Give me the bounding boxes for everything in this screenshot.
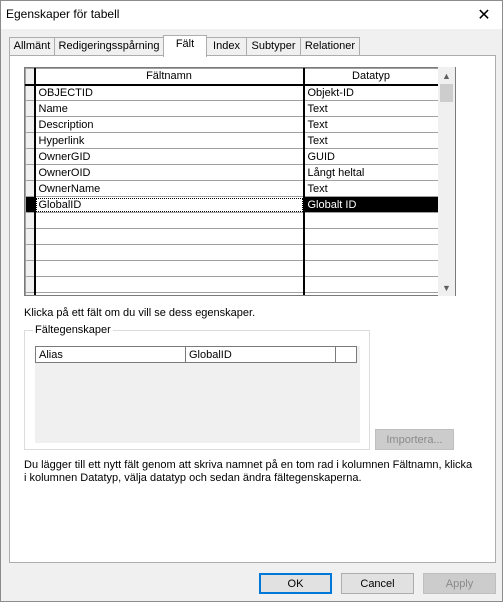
fields-vertical-scrollbar[interactable]	[438, 67, 455, 296]
table-row[interactable]	[26, 85, 439, 101]
table-row[interactable]	[26, 165, 439, 181]
tab-index[interactable]: Index	[206, 37, 247, 56]
field-name-cell[interactable]: OwnerGID	[35, 149, 304, 165]
fields-table	[25, 68, 440, 296]
row-selector[interactable]	[26, 277, 35, 293]
field-properties-table	[35, 346, 357, 363]
empty-row[interactable]	[26, 229, 439, 245]
row-selector[interactable]	[26, 213, 35, 229]
row-selector[interactable]	[26, 245, 35, 261]
table-row[interactable]	[26, 101, 439, 117]
row-selector[interactable]	[26, 101, 35, 117]
field-name-cell[interactable]	[35, 261, 304, 277]
tab-panel-falt	[9, 55, 496, 563]
field-type-cell[interactable]: GUID	[304, 149, 439, 165]
column-header-faltnamn[interactable]: Fältnamn	[35, 69, 304, 85]
field-name-cell[interactable]	[35, 229, 304, 245]
empty-row[interactable]	[26, 213, 439, 229]
row-selector[interactable]	[26, 117, 35, 133]
empty-row[interactable]	[26, 293, 439, 297]
scroll-thumb[interactable]	[440, 84, 453, 102]
field-name-cell[interactable]: GlobalID	[35, 197, 304, 213]
row-selector[interactable]	[26, 197, 35, 213]
import-button[interactable]: Importera...	[375, 429, 454, 450]
field-name-cell[interactable]	[35, 245, 304, 261]
fields-grid[interactable]	[24, 67, 456, 296]
field-type-cell[interactable]: Globalt ID	[304, 197, 439, 213]
tab-falt[interactable]: Fält	[163, 35, 207, 57]
cancel-button[interactable]: Cancel	[341, 573, 414, 594]
field-name-cell[interactable]: OwnerOID	[35, 165, 304, 181]
table-row[interactable]	[26, 117, 439, 133]
row-selector[interactable]	[26, 261, 35, 277]
field-hint-text: Klicka på ett fält om du vill se dess egenskaper.	[24, 307, 256, 319]
field-name-cell[interactable]: Hyperlink	[35, 133, 304, 149]
ok-button[interactable]: OK	[259, 573, 332, 594]
close-icon[interactable]: ✕	[477, 7, 491, 24]
scroll-down-icon[interactable]: ▼	[442, 282, 451, 293]
property-name-cell: Alias	[36, 347, 186, 363]
column-header-datatyp[interactable]: Datatyp	[304, 69, 439, 85]
field-properties-group	[24, 324, 370, 450]
field-name-cell[interactable]	[35, 293, 304, 297]
scroll-up-icon[interactable]: ▲	[442, 70, 451, 81]
row-selector[interactable]	[26, 85, 35, 101]
field-type-cell[interactable]: Text	[304, 181, 439, 197]
field-name-cell[interactable]: Name	[35, 101, 304, 117]
tab-redigeringssparning[interactable]: Redigeringsspårning	[54, 37, 164, 56]
field-type-cell[interactable]	[304, 293, 439, 297]
field-type-cell[interactable]: Text	[304, 101, 439, 117]
table-row[interactable]	[26, 149, 439, 165]
row-selector-header	[26, 69, 35, 85]
field-name-cell[interactable]	[35, 213, 304, 229]
table-row-selected[interactable]	[26, 197, 439, 213]
row-selector[interactable]	[26, 165, 35, 181]
field-properties-label: Fältegenskaper	[35, 324, 111, 336]
row-selector[interactable]	[26, 181, 35, 197]
tab-relationer[interactable]: Relationer	[300, 37, 360, 56]
field-name-cell[interactable]: OBJECTID	[35, 85, 304, 101]
tab-subtyper[interactable]: Subtyper	[246, 37, 301, 56]
window-title: Egenskaper för tabell	[6, 7, 120, 21]
row-selector[interactable]	[26, 229, 35, 245]
empty-row[interactable]	[26, 261, 439, 277]
field-type-cell[interactable]: Objekt-ID	[304, 85, 439, 101]
table-row[interactable]	[26, 133, 439, 149]
row-selector[interactable]	[26, 149, 35, 165]
field-type-cell[interactable]: Text	[304, 133, 439, 149]
property-extra-cell	[336, 347, 357, 363]
field-properties-grid[interactable]	[35, 346, 360, 443]
empty-row[interactable]	[26, 245, 439, 261]
apply-button[interactable]: Apply	[423, 573, 496, 594]
field-name-cell[interactable]: OwnerName	[35, 181, 304, 197]
empty-row[interactable]	[26, 277, 439, 293]
field-type-cell[interactable]	[304, 229, 439, 245]
row-selector[interactable]	[26, 293, 35, 297]
instructions-text: Du lägger till ett nytt fält genom att skriva namnet på en tom rad i kolumnen Fältnamn, klicka i kolumnen Datatyp, välja datatyp och sedan ändra fältegenskaperna.	[24, 459, 473, 484]
field-name-cell[interactable]	[35, 277, 304, 293]
title-bar	[1, 1, 502, 29]
table-row[interactable]	[26, 181, 439, 197]
field-type-cell[interactable]	[304, 261, 439, 277]
tab-allmant[interactable]: Allmänt	[9, 37, 55, 56]
property-value-cell[interactable]: GlobalID	[186, 347, 336, 363]
row-selector[interactable]	[26, 133, 35, 149]
field-type-cell[interactable]: Långt heltal	[304, 165, 439, 181]
field-name-cell[interactable]: Description	[35, 117, 304, 133]
field-type-cell[interactable]	[304, 277, 439, 293]
field-type-cell[interactable]: Text	[304, 117, 439, 133]
fields-header-row	[26, 69, 439, 85]
field-type-cell[interactable]	[304, 245, 439, 261]
field-type-cell[interactable]	[304, 213, 439, 229]
property-row[interactable]	[36, 347, 357, 363]
